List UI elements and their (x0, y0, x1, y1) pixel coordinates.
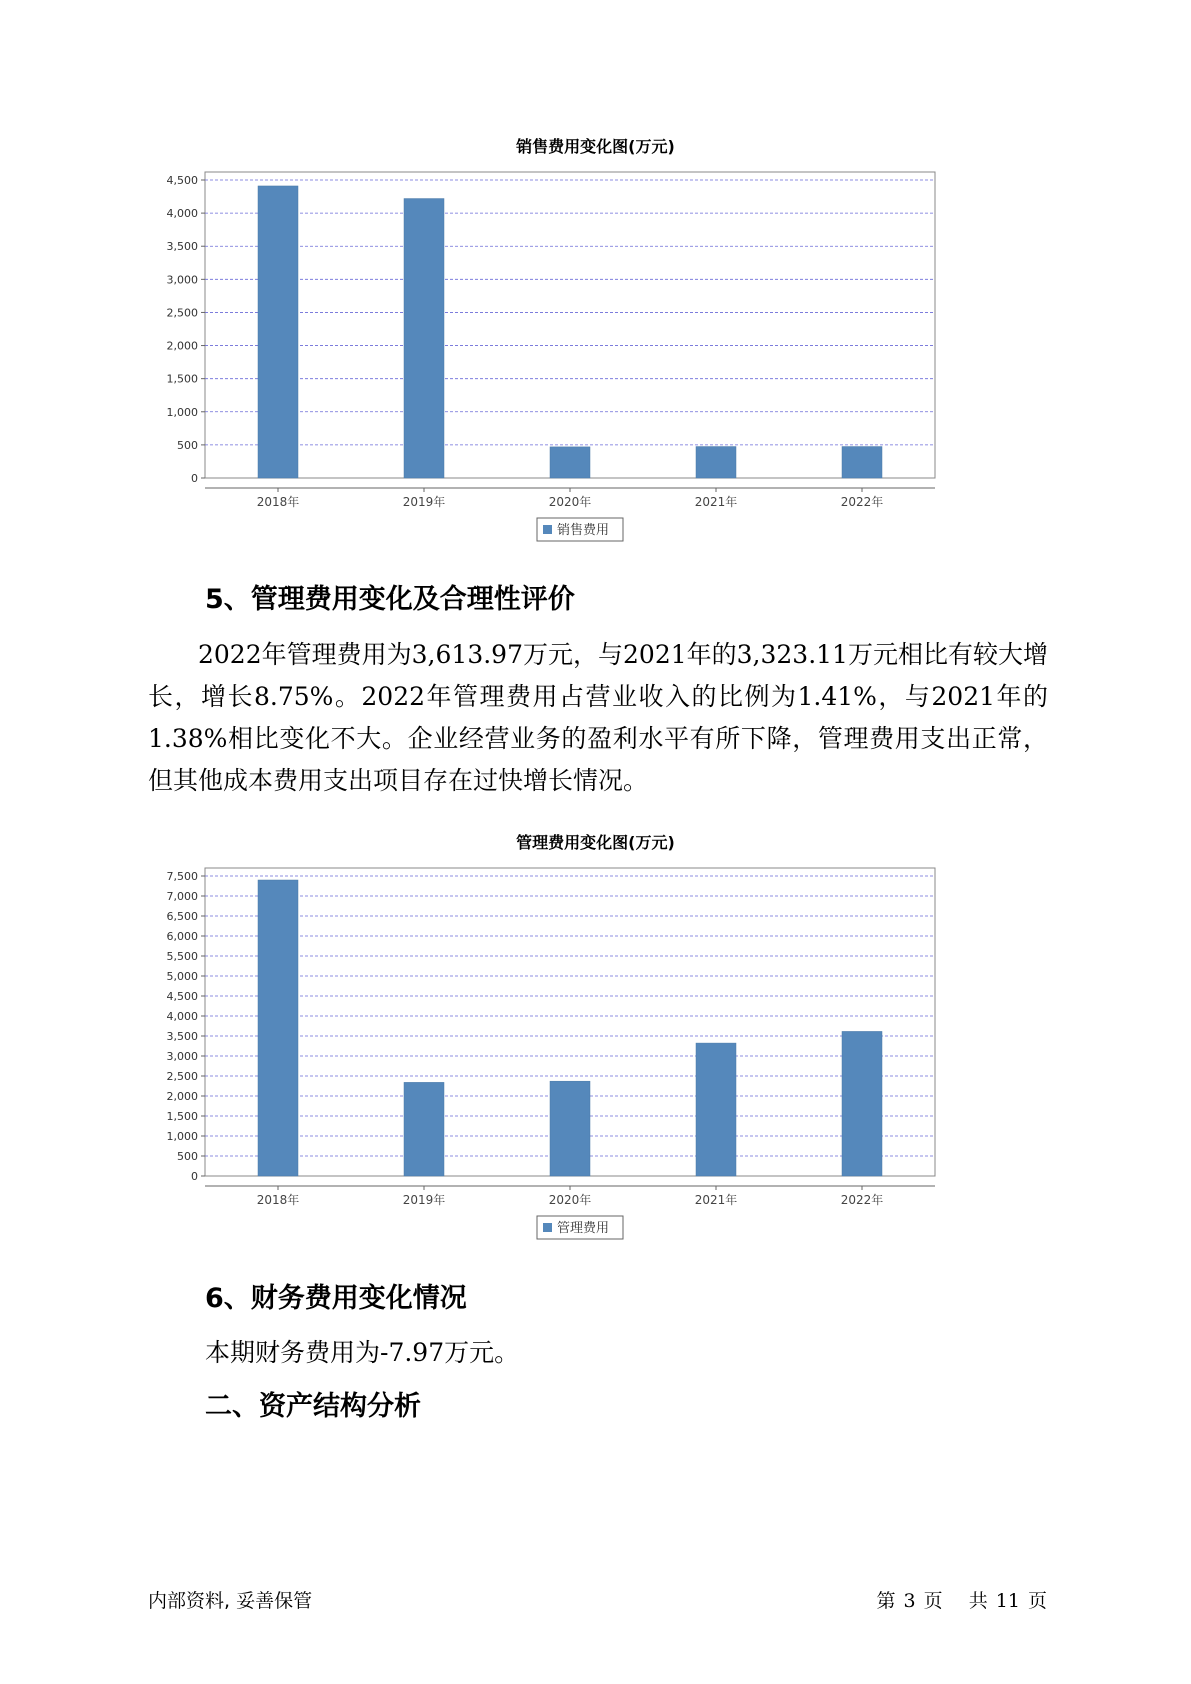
sales-ytick-label: 500 (177, 438, 198, 452)
sales-xtick-label: 2022年 (840, 495, 884, 509)
admin-xtick-label: 2022年 (840, 1193, 884, 1207)
admin-legend-swatch (543, 1223, 552, 1232)
sales-ytick-label: 3,000 (166, 273, 198, 287)
footer-page-info (873, 1586, 1051, 1613)
admin-ytick-label: 4,500 (166, 990, 198, 1003)
sales-plot-area (205, 172, 935, 478)
section-two-heading: 二、资产结构分析 (205, 1391, 421, 1422)
admin-bar (404, 1082, 444, 1176)
footer-confidential-note: 内部资料, 妥善保管 (148, 1590, 313, 1612)
sales-xtick-label: 2021年 (694, 495, 738, 509)
sales-chart-title: 销售费用变化图(万元) (516, 137, 675, 156)
admin-bar (550, 1081, 590, 1176)
admin-ytick-label: 2,500 (166, 1070, 198, 1083)
admin-bar (842, 1031, 882, 1176)
sales-bar (258, 186, 298, 478)
page-prefix: 第 (876, 1590, 896, 1612)
total-prefix: 共 (968, 1590, 988, 1612)
admin-ytick-label: 3,000 (166, 1050, 198, 1063)
admin-ytick-label: 7,000 (166, 890, 198, 903)
admin-ytick-label: 6,000 (166, 930, 198, 943)
admin-bar (696, 1043, 736, 1176)
admin-xtick-label: 2019年 (402, 1193, 446, 1207)
total-suffix: 页 (1027, 1590, 1047, 1612)
sales-xtick-label: 2018年 (256, 495, 300, 509)
total-pages: 11 (995, 1590, 1020, 1612)
admin-xtick-label: 2021年 (694, 1193, 738, 1207)
admin-ytick-label: 5,000 (166, 970, 198, 983)
page-number: 3 (903, 1590, 916, 1612)
admin-ytick-label: 3,500 (166, 1030, 198, 1043)
sales-bar (404, 199, 444, 478)
admin-ytick-label: 7,500 (166, 870, 198, 883)
sales-ytick-label: 4,500 (166, 174, 198, 187)
sales-legend-swatch (543, 525, 552, 534)
sales-bar (842, 447, 882, 478)
sales-xtick-label: 2020年 (548, 495, 592, 509)
sales-ytick-label: 1,000 (166, 405, 198, 419)
admin-chart-title: 管理费用变化图(万元) (516, 833, 675, 852)
admin-ytick-label: 1,500 (166, 1110, 198, 1123)
admin-ytick-label: 6,500 (166, 910, 198, 923)
sales-bar (696, 447, 736, 478)
admin-ytick-label: 4,000 (166, 1010, 198, 1023)
sales-ytick-label: 0 (191, 472, 198, 485)
admin-ytick-label: 5,500 (166, 950, 198, 963)
sales-ytick-label: 4,000 (166, 207, 198, 221)
admin-xtick-label: 2018年 (256, 1193, 300, 1207)
section-6-paragraph: 本期财务费用为-7.97万元。 (205, 1338, 520, 1367)
admin-ytick-label: 2,000 (166, 1090, 198, 1103)
admin-bar (258, 880, 298, 1176)
admin-ytick-label: 500 (177, 1150, 198, 1163)
admin-ytick-label: 0 (191, 1170, 198, 1183)
admin-legend-label: 管理费用 (557, 1221, 610, 1236)
page-suffix: 页 (923, 1590, 943, 1612)
section-6-heading: 6、财务费用变化情况 (205, 1283, 467, 1314)
sales-ytick-label: 2,500 (166, 306, 198, 320)
admin-xtick-label: 2020年 (548, 1193, 592, 1207)
sales-legend-label: 销售费用 (557, 523, 610, 538)
sales-bar (550, 447, 590, 478)
admin-ytick-label: 1,000 (166, 1130, 198, 1143)
sales-chart (160, 170, 1020, 550)
section-5-paragraph: 2022年管理费用为3,613.97万元，与2021年的3,323.11万元相比有较大增长，增长8.75%。2022年管理费用占营业收入的比例为1.41%，与2021年的1.38%相比变化不大。企业经营业务的盈利水平有所下降，管理费用支出正常，但其他成本费用支出项目存在过快增长情况。 (148, 640, 1048, 795)
sales-ytick-label: 3,500 (166, 240, 198, 254)
sales-ytick-label: 1,500 (166, 372, 198, 386)
sales-ytick-label: 2,000 (166, 339, 198, 353)
section-5-heading: 5、管理费用变化及合理性评价 (205, 584, 575, 615)
admin-chart (160, 866, 1020, 1248)
sales-xtick-label: 2019年 (402, 495, 446, 509)
